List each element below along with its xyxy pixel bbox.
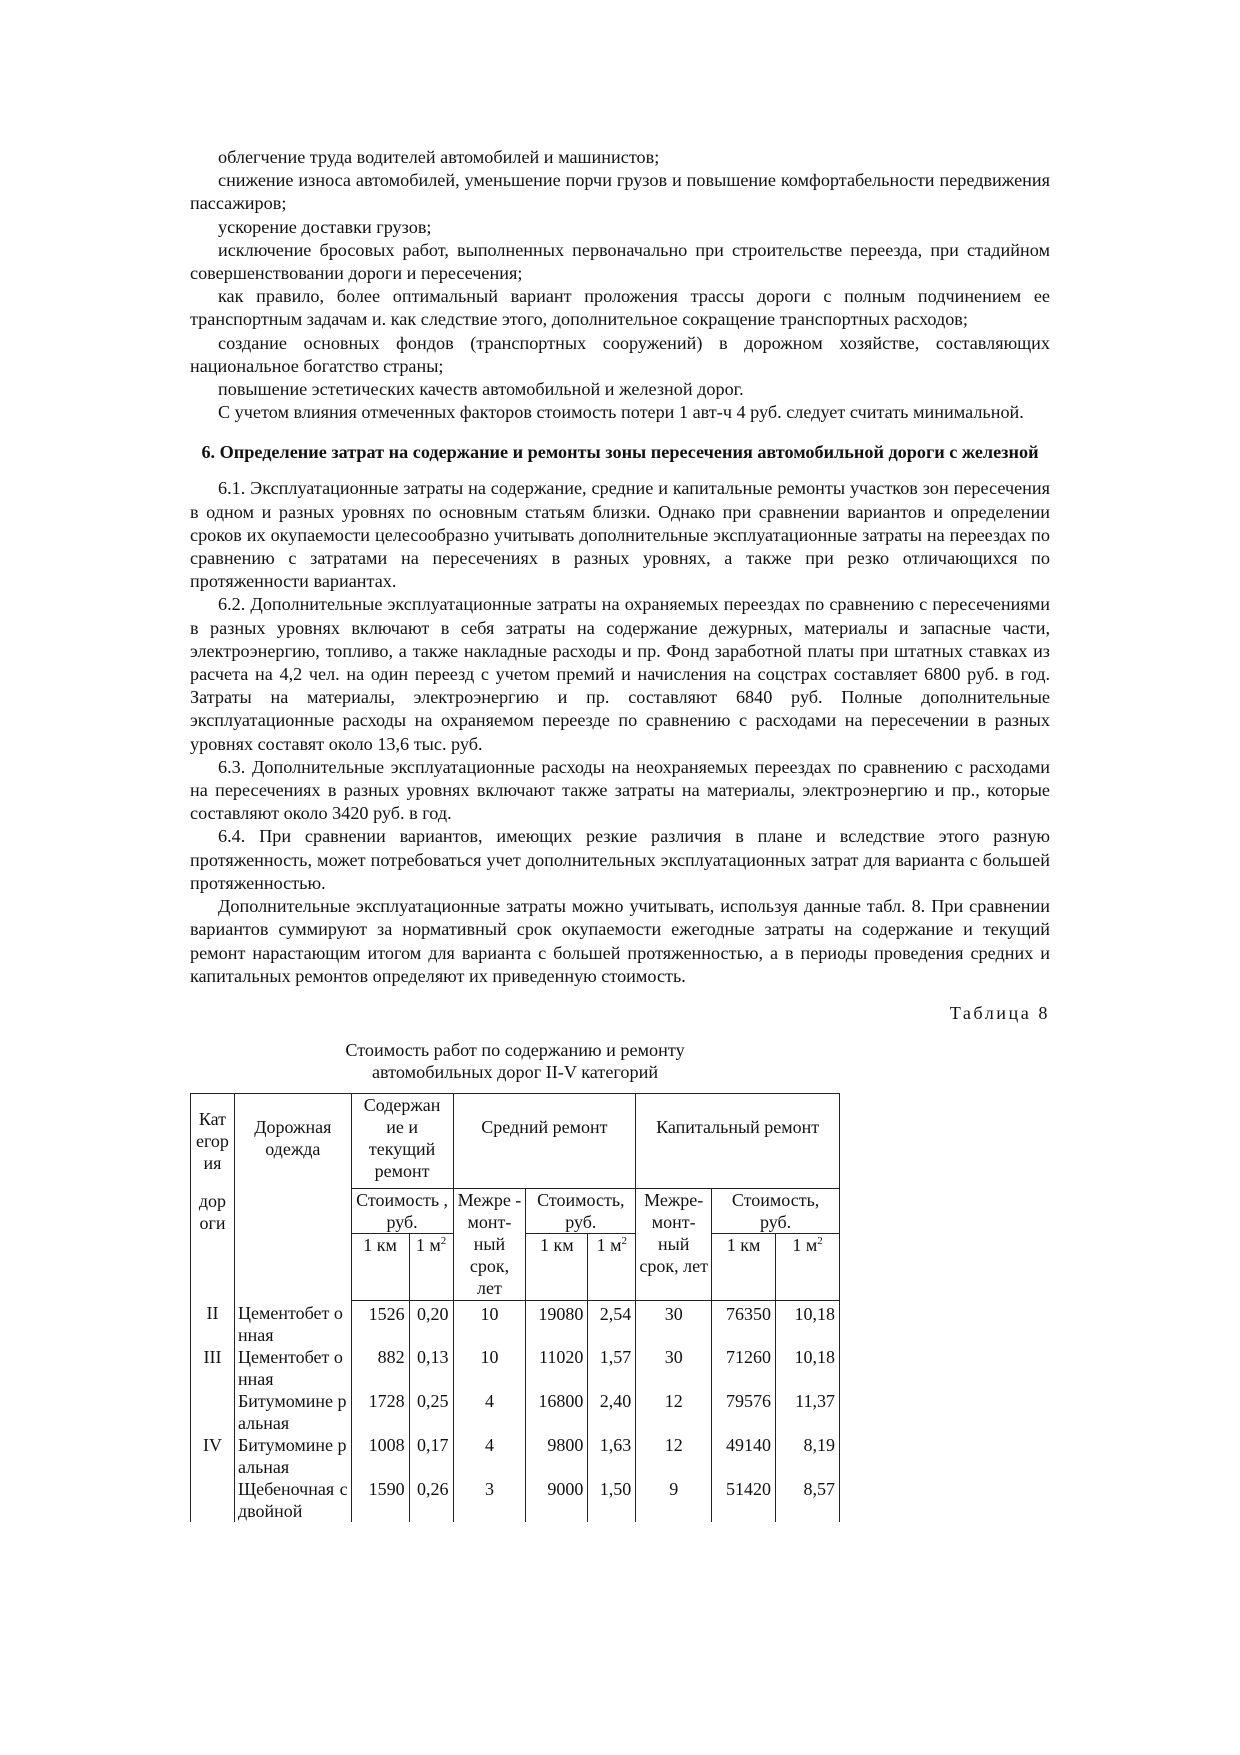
header-per-m2 bbox=[776, 1233, 840, 1300]
cell-pavement: Битумомине ральная bbox=[234, 1390, 351, 1434]
paragraph: 6.4. При сравнении вариантов, имеющих резкие различия в плане и вследствие этого разную протяженность, может потребоваться учет дополнительных эксплуатационных затрат для варианта с большей протяженностью. bbox=[190, 826, 1050, 893]
header-interval-medium-bottom: ный срок, лет bbox=[453, 1233, 526, 1300]
header-cost-medium: Стоимость, руб. bbox=[526, 1188, 636, 1233]
cell-capital-m2: 8,19 bbox=[776, 1434, 840, 1478]
paragraph: 6.2. Дополнительные эксплуатационные затраты на охраняемых переездах по сравнению с пересечениями в разных уровнях включают в себя затраты на содержание дежурных, материалы и запасные части, электроэнергию, топливо, а также накладные расходы и пр. Фонд заработной платы при штатных ставках из расчета на 4,2 чел. на один переезд с учетом премий и начисления на соцстрах составляет 6800 руб. в год. Затраты на материалы, электроэнергию и пр. составляют 6840 руб. Полные дополнительные эксплуатационные расходы на охраняемом переезде по сравнению с расходами на пересечении в разных уровнях составят около 13,6 тыс. руб. bbox=[190, 594, 1050, 754]
cell-medium-km: 11020 bbox=[526, 1346, 588, 1390]
header-interval-capital-top: Межре- монт- bbox=[636, 1188, 712, 1233]
cell-medium-m2: 1,57 bbox=[588, 1346, 636, 1390]
cell-capital-interval: 12 bbox=[636, 1434, 712, 1478]
cell-maintenance-m2: 0,20 bbox=[409, 1300, 453, 1346]
cell-maintenance-km: 882 bbox=[351, 1346, 409, 1390]
section-heading: 6. Определение затрат на содержание и ремонты зоны пересечения автомобильной дороги с железной bbox=[201, 442, 1039, 463]
cell-capital-km: 76350 bbox=[712, 1300, 776, 1346]
header-interval-medium-top: Межре - монт- bbox=[453, 1188, 526, 1233]
table-row bbox=[191, 1390, 840, 1434]
cell-capital-interval: 30 bbox=[636, 1300, 712, 1346]
paragraph: Дополнительные эксплуатационные затраты можно учитывать, используя данные табл. 8. При сравнении вариантов суммируют за нормативный срок окупаемости ежегодные затраты на содержание и текущий ремонт нарастающим итогом для варианта с большей протяженностью, а в периоды проведения средних и капитальных ремонтов определяют их приведенную стоимость. bbox=[190, 896, 1050, 986]
cell-pavement: Щебеночная с двойной bbox=[234, 1478, 351, 1522]
cell-pavement: Цементобет онная bbox=[234, 1300, 351, 1346]
cell-medium-km: 19080 bbox=[526, 1300, 588, 1346]
cell-maintenance-km: 1728 bbox=[351, 1390, 409, 1434]
per-m-text: 1 м bbox=[596, 1234, 622, 1255]
document-page bbox=[190, 146, 1050, 1522]
cell-category bbox=[191, 1390, 235, 1434]
table-row bbox=[191, 1300, 840, 1346]
cell-medium-interval: 3 bbox=[453, 1478, 526, 1522]
table-title-line: автомобильных дорог II-V категорий bbox=[371, 1062, 659, 1083]
per-m-text: 1 м bbox=[415, 1234, 441, 1255]
header-category-bottom: дор оги bbox=[191, 1188, 235, 1300]
cell-capital-km: 49140 bbox=[712, 1434, 776, 1478]
paragraph: облегчение труда водителей автомобилей и машинистов; bbox=[218, 147, 660, 167]
paragraph: С учетом влияния отмеченных факторов стоимость потери 1 авт-ч 4 руб. следует считать минимальной. bbox=[218, 402, 1024, 423]
table-label: Таблица 8 bbox=[949, 1002, 1050, 1023]
table-title bbox=[190, 1039, 840, 1083]
cell-category: III bbox=[191, 1346, 235, 1390]
header-per-km: 1 км bbox=[351, 1233, 409, 1300]
table-title-line: Стоимость работ по содержанию и ремонту bbox=[345, 1040, 685, 1061]
cell-capital-interval: 30 bbox=[636, 1346, 712, 1390]
cell-maintenance-km: 1008 bbox=[351, 1434, 409, 1478]
cell-medium-interval: 4 bbox=[453, 1434, 526, 1478]
header-per-km: 1 км bbox=[712, 1233, 776, 1300]
cell-maintenance-m2: 0,13 bbox=[409, 1346, 453, 1390]
cell-medium-interval: 10 bbox=[453, 1346, 526, 1390]
cell-capital-interval: 12 bbox=[636, 1390, 712, 1434]
paragraph: 6.1. Эксплуатационные затраты на содержание, средние и капитальные ремонты участков зон пересечения в одном и разных уровнях по основным статьям близки. Однако при сравнении вариантов и определении сроков их окупаемости целесообразно учитывать дополнительные эксплуатационные затраты на переездах по сравнению с затратами на пересечениях в разных уровнях, а также при резко отличающихся по протяженности вариантах. bbox=[190, 478, 1050, 592]
header-per-km: 1 км bbox=[526, 1233, 588, 1300]
paragraph: как правило, более оптимальный вариант проложения трассы дороги с полным подчинением ее транспортным задачам и. как следствие этого, дополнительное сокращение транспортных расходов; bbox=[190, 286, 1050, 330]
cell-maintenance-m2: 0,25 bbox=[409, 1390, 453, 1434]
cell-medium-interval: 10 bbox=[453, 1300, 526, 1346]
cell-maintenance-km: 1590 bbox=[351, 1478, 409, 1522]
header-row bbox=[191, 1094, 840, 1188]
cell-maintenance-km: 1526 bbox=[351, 1300, 409, 1346]
header-pavement: Дорожная одежда bbox=[234, 1094, 351, 1301]
cell-category bbox=[191, 1478, 235, 1522]
per-m-text: 1 м bbox=[792, 1234, 818, 1255]
superscript: 2 bbox=[440, 1234, 447, 1247]
paragraph: повышение эстетических качеств автомобильной и железной дорог. bbox=[218, 379, 744, 400]
cell-medium-m2: 2,40 bbox=[588, 1390, 636, 1434]
table-row bbox=[191, 1346, 840, 1390]
header-capital-repair: Капитальный ремонт bbox=[636, 1094, 840, 1188]
paragraph: исключение бросовых работ, выполненных первоначально при строительстве переезда, при стадийном совершенствовании дороги и пересечения; bbox=[190, 239, 1050, 284]
cell-medium-km: 9000 bbox=[526, 1478, 588, 1522]
cell-capital-m2: 8,57 bbox=[776, 1478, 840, 1522]
cell-capital-m2: 10,18 bbox=[776, 1300, 840, 1346]
header-cost: Стоимость , руб. bbox=[351, 1188, 453, 1233]
cell-medium-m2: 2,54 bbox=[588, 1300, 636, 1346]
cell-maintenance-m2: 0,26 bbox=[409, 1478, 453, 1522]
cell-capital-km: 79576 bbox=[712, 1390, 776, 1434]
cell-medium-m2: 1,63 bbox=[588, 1434, 636, 1478]
paragraph: ускорение доставки грузов; bbox=[218, 216, 432, 237]
cell-category: II bbox=[191, 1300, 235, 1346]
header-per-m2 bbox=[409, 1233, 453, 1300]
table-row bbox=[191, 1434, 840, 1478]
cell-medium-interval: 4 bbox=[453, 1390, 526, 1434]
cell-capital-m2: 10,18 bbox=[776, 1346, 840, 1390]
cell-capital-m2: 11,37 bbox=[776, 1390, 840, 1434]
header-medium-repair: Средний ремонт bbox=[453, 1094, 636, 1188]
cell-medium-km: 16800 bbox=[526, 1390, 588, 1434]
cost-table bbox=[190, 1093, 840, 1522]
paragraph: создание основных фондов (транспортных сооружений) в дорожном хозяйстве, составляющих национальное богатство страны; bbox=[190, 332, 1050, 376]
cell-capital-interval: 9 bbox=[636, 1478, 712, 1522]
cell-pavement: Цементобет онная bbox=[234, 1346, 351, 1390]
cell-medium-km: 9800 bbox=[526, 1434, 588, 1478]
cell-capital-km: 71260 bbox=[712, 1346, 776, 1390]
header-per-m2 bbox=[588, 1233, 636, 1300]
cell-maintenance-m2: 0,17 bbox=[409, 1434, 453, 1478]
header-category-top: Кат егор ия bbox=[191, 1094, 235, 1189]
paragraph: 6.3. Дополнительные эксплуатационные расходы на неохраняемых переездах по сравнению с расходами на пересечениях в разных уровнях включают также затраты на материалы, электроэнергию и пр., которые составляют около 3420 руб. в год. bbox=[190, 756, 1050, 824]
header-cost-capital: Стоимость, руб. bbox=[712, 1188, 840, 1233]
table-row bbox=[191, 1478, 840, 1522]
superscript: 2 bbox=[621, 1234, 627, 1247]
paragraph: снижение износа автомобилей, уменьшение порчи грузов и повышение комфортабельности передвижения пассажиров; bbox=[190, 170, 1050, 214]
header-maintenance: Содержан ие и текущий ремонт bbox=[351, 1094, 453, 1188]
header-interval-capital-bottom: ный срок, лет bbox=[636, 1233, 712, 1300]
superscript: 2 bbox=[817, 1234, 823, 1247]
section-body bbox=[190, 477, 1050, 987]
cell-capital-km: 51420 bbox=[712, 1478, 776, 1522]
cell-pavement: Битумомине ральная bbox=[234, 1434, 351, 1478]
cell-medium-m2: 1,50 bbox=[588, 1478, 636, 1522]
cell-category: IV bbox=[191, 1434, 235, 1478]
intro-list bbox=[190, 146, 1050, 424]
